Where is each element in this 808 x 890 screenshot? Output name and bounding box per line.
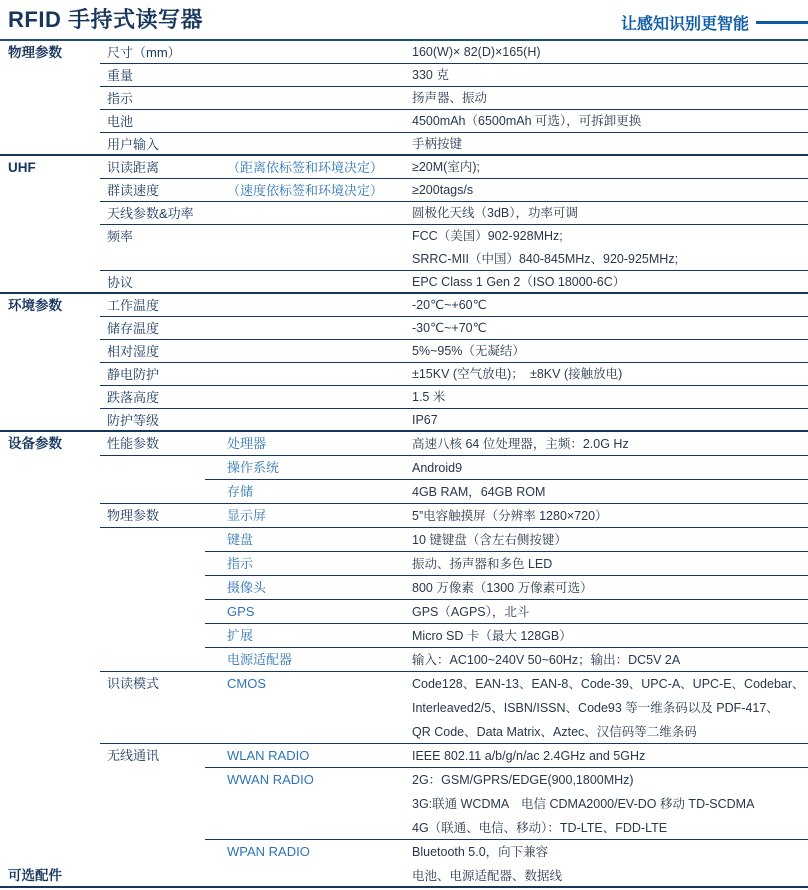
value-cell (412, 340, 808, 363)
value-cell (412, 179, 808, 202)
value-cell (412, 156, 808, 179)
sub-cell: （距离依标签和环境决定） (227, 160, 384, 175)
value-line: 电池、电源适配器、数据线 (412, 869, 563, 883)
value-line: FCC（美国）902-928MHz; (412, 229, 563, 243)
spec-table (0, 41, 808, 888)
table-row (0, 432, 808, 456)
value-line: QR Code、Data Matrix、Aztec、汉信码等二维条码 (412, 725, 697, 739)
value-cell (412, 386, 808, 409)
value-cell (412, 480, 808, 504)
value-line: 160(W)× 82(D)×165(H) (412, 45, 541, 59)
value-cell (412, 202, 808, 225)
value-line: 4G（联通、电信、移动）：TD-LTE、FDD-LTE (412, 821, 668, 835)
table-row (0, 504, 808, 528)
table-row (0, 271, 808, 294)
value-cell (412, 41, 808, 64)
sub-cell: CMOS (227, 676, 266, 691)
value-cell (412, 317, 808, 340)
attr-cell: 协议 (107, 275, 134, 290)
value-cell (412, 110, 808, 133)
table-row (0, 624, 808, 648)
value-cell (412, 504, 808, 528)
value-line: 1.5 米 (412, 390, 446, 404)
attr-cell: 识读模式 (107, 676, 160, 691)
value-line: 10 键键盘（含左右侧按键） (412, 533, 567, 547)
attr-cell: 指示 (107, 91, 134, 106)
attr-cell: 识读距离 (107, 160, 160, 175)
sub-cell: 处理器 (227, 436, 267, 451)
value-line: 5%~95%（无凝结） (412, 344, 525, 358)
brand-slogan-text: 让感知识别更智能 (620, 16, 749, 33)
attr-cell: 天线参数&功率 (107, 206, 194, 221)
value-cell (412, 840, 808, 864)
value-line: ±15KV (空气放电)； ±8KV (接触放电) (412, 367, 623, 381)
table-row (0, 386, 808, 409)
table-row (0, 225, 808, 271)
value-cell (412, 648, 808, 672)
value-line: ≥20M(室内); (412, 160, 480, 174)
table-row (0, 480, 808, 504)
table-row (0, 317, 808, 340)
table-row (0, 294, 808, 317)
attr-cell: 电池 (107, 114, 134, 129)
value-line: 330 克 (412, 68, 449, 82)
value-line: 振动、扬声器和多色 LED (412, 557, 553, 571)
value-cell (412, 225, 808, 271)
table-row (0, 744, 808, 768)
value-line: IEEE 802.11 a/b/g/n/ac 2.4GHz and 5GHz (412, 749, 646, 763)
value-line: 输入：AC100~240V 50~60Hz；输出：DC5V 2A (412, 653, 681, 667)
value-line: 800 万像素（1300 万像素可选） (412, 581, 593, 595)
table-row (0, 600, 808, 624)
table-row (0, 768, 808, 840)
table-row (0, 41, 808, 64)
sub-cell: 操作系统 (227, 460, 280, 475)
category-cell: 物理参数 (8, 45, 62, 60)
table-row (0, 363, 808, 386)
value-line: 4GB RAM，64GB ROM (412, 485, 546, 499)
table-row (0, 672, 808, 744)
value-cell (412, 768, 808, 840)
value-line: Code128、EAN-13、EAN-8、Code-39、UPC-A、UPC-E、Codebar、 (412, 677, 805, 691)
sub-cell: WPAN RADIO (227, 844, 310, 859)
attr-cell: 物理参数 (107, 508, 160, 523)
table-row (0, 110, 808, 133)
value-cell (412, 864, 808, 888)
table-row (0, 202, 808, 225)
table-row (0, 528, 808, 552)
attr-cell: 工作温度 (107, 298, 160, 313)
value-line: ≥200tags/s (412, 183, 474, 197)
value-line: 扬声器、振动 (412, 91, 488, 105)
table-row (0, 156, 808, 179)
brand-slogan (621, 11, 808, 34)
sub-cell: GPS (227, 604, 255, 619)
attr-cell: 群读速度 (107, 183, 160, 198)
sub-cell: 显示屏 (227, 508, 267, 523)
value-line: 4500mAh（6500mAh 可选），可拆卸更换 (412, 114, 642, 128)
category-cell: UHF (8, 160, 36, 175)
value-line: -30℃~+70℃ (412, 321, 487, 335)
table-row (0, 552, 808, 576)
value-line: Bluetooth 5.0，向下兼容 (412, 845, 549, 859)
value-cell (412, 744, 808, 768)
attr-cell: 性能参数 (107, 436, 160, 451)
value-line: 2G：GSM/GPRS/EDGE(900,1800MHz) (412, 773, 634, 787)
value-line: IP67 (412, 413, 438, 427)
sub-cell: 键盘 (227, 532, 254, 547)
page-title: RFID 手持式读写器 (8, 7, 203, 32)
sub-cell: （速度依标签和环境决定） (227, 183, 384, 198)
table-row (0, 864, 808, 888)
value-cell (412, 133, 808, 156)
attr-cell: 防护等级 (107, 413, 160, 428)
attr-cell: 静电防护 (107, 367, 160, 382)
value-line: 手柄按键 (412, 137, 463, 151)
value-line: EPC Class 1 Gen 2（ISO 18000-6C） (412, 275, 626, 289)
attr-cell: 相对湿度 (107, 344, 160, 359)
value-cell (412, 576, 808, 600)
attr-cell: 无线通讯 (107, 748, 160, 763)
value-line: 圆极化天线（3dB），功率可调 (412, 206, 578, 220)
attr-cell: 尺寸（mm） (107, 45, 181, 60)
value-cell (412, 600, 808, 624)
value-line: 高速八核 64 位处理器，主频：2.0G Hz (412, 437, 629, 451)
attr-cell: 重量 (107, 68, 134, 83)
value-cell (412, 363, 808, 386)
attr-cell: 频率 (107, 229, 134, 244)
value-cell (412, 552, 808, 576)
table-row (0, 456, 808, 480)
table-row (0, 87, 808, 110)
value-line: -20℃~+60℃ (412, 298, 487, 312)
table-row (0, 133, 808, 156)
attr-cell: 储存温度 (107, 321, 160, 336)
table-row (0, 340, 808, 363)
value-line: SRRC-MII（中国）840-845MHz、920-925MHz; (412, 252, 679, 266)
table-row (0, 179, 808, 202)
category-cell: 设备参数 (8, 436, 62, 451)
sub-cell: 指示 (227, 556, 254, 571)
sub-cell: 电源适配器 (227, 652, 293, 667)
value-cell (412, 271, 808, 294)
category-cell: 可选配件 (8, 868, 62, 883)
row-divider (0, 886, 808, 888)
table-row (0, 409, 808, 432)
sub-cell: WWAN RADIO (227, 772, 314, 787)
value-cell (412, 64, 808, 87)
value-line: GPS（AGPS），北斗 (412, 605, 530, 619)
sub-cell: 摄像头 (227, 580, 267, 595)
value-line: 5”电容触摸屏（分辨率 1280×720） (412, 509, 608, 523)
category-cell: 环境参数 (8, 298, 62, 313)
value-cell (412, 528, 808, 552)
table-row (0, 64, 808, 87)
sub-cell: WLAN RADIO (227, 748, 310, 763)
sub-cell: 扩展 (227, 628, 254, 643)
table-row (0, 576, 808, 600)
sub-cell: 存储 (227, 484, 254, 499)
value-line: Interleaved2/5、ISBN/ISSN、Code93 等一维条码以及 PDF-417、 (412, 701, 779, 715)
attr-cell: 跌落高度 (107, 390, 160, 405)
page-header (0, 0, 808, 41)
value-cell (412, 624, 808, 648)
value-cell (412, 294, 808, 317)
slogan-dash-icon (756, 21, 808, 24)
value-cell (412, 87, 808, 110)
attr-cell: 用户输入 (107, 137, 160, 152)
value-line: Android9 (412, 461, 463, 475)
value-cell (412, 672, 808, 744)
value-cell (412, 409, 808, 432)
value-line: 3G:联通 WCDMA 电信 CDMA2000/EV-DO 移动 TD-SCDMA (412, 797, 755, 811)
table-row (0, 648, 808, 672)
value-cell (412, 432, 808, 456)
value-line: Micro SD 卡（最大 128GB） (412, 629, 572, 643)
value-cell (412, 456, 808, 480)
table-row (0, 840, 808, 864)
